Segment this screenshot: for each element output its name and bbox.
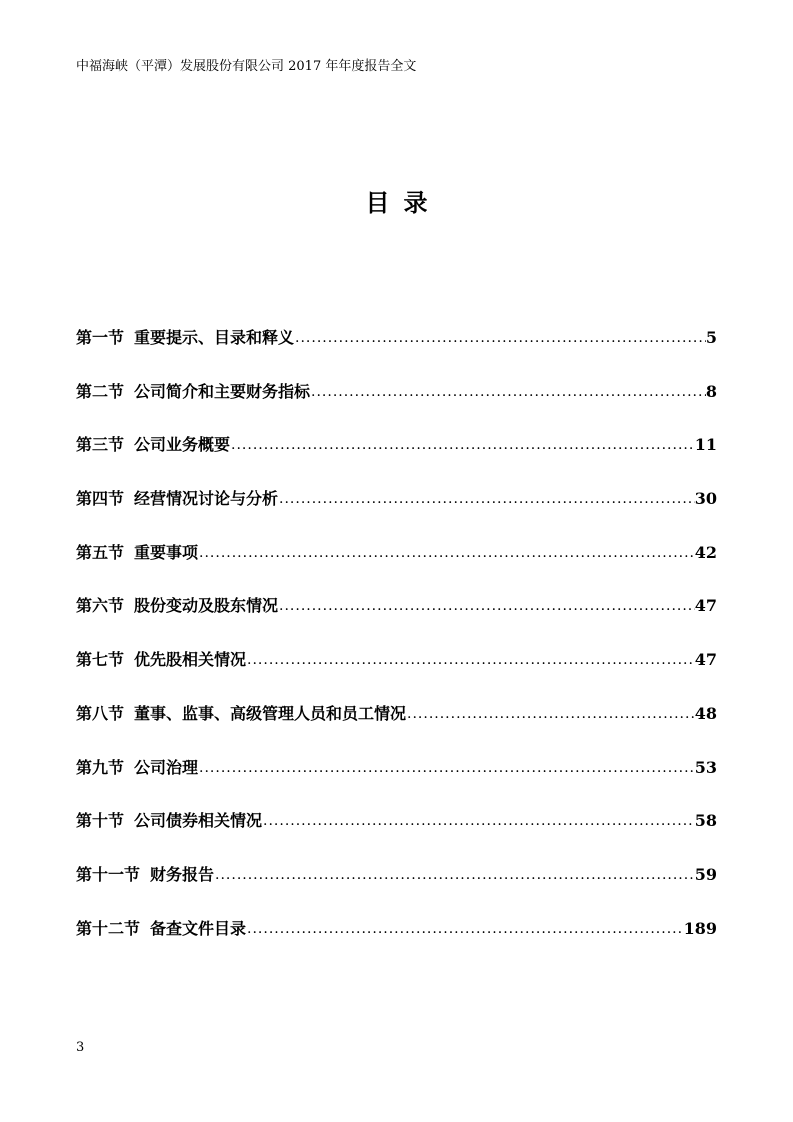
toc-page-number: 53	[694, 757, 717, 777]
toc-section-number: 第八节	[76, 703, 125, 723]
toc-section-title: 财务报告	[150, 864, 215, 884]
toc-dot-leader	[230, 433, 695, 457]
toc-entry[interactable]	[76, 326, 717, 380]
toc-page-number: 47	[694, 650, 717, 670]
toc-page-number: 42	[694, 542, 717, 562]
toc-section-title: 重要事项	[134, 542, 199, 562]
toc-page-number: 58	[694, 811, 717, 831]
running-header: 中福海峡（平潭）发展股份有限公司 2017 年年度报告全文	[76, 59, 417, 74]
toc-section-title: 董事、监事、高级管理人员和员工情况	[134, 703, 407, 723]
toc-dot-leader	[406, 702, 695, 726]
toc-section-title: 优先股相关情况	[134, 650, 247, 670]
toc-entry[interactable]	[76, 380, 717, 434]
toc-entry[interactable]	[76, 541, 717, 595]
toc-page-number: 189	[683, 918, 717, 938]
toc-dot-leader	[246, 917, 684, 941]
toc-section-number: 第七节	[76, 650, 125, 670]
toc-section-title: 经营情况讨论与分析	[134, 489, 279, 509]
toc-section-title: 股份变动及股东情况	[134, 596, 279, 616]
toc-section-title: 备查文件目录	[150, 918, 247, 938]
toc-entry[interactable]	[76, 756, 717, 810]
page-title: 目录	[365, 188, 442, 217]
toc-page-number: 5	[705, 328, 717, 347]
toc-entry[interactable]	[76, 917, 717, 971]
toc-section-title: 公司业务概要	[134, 435, 231, 455]
toc-section-number: 第十二节	[76, 918, 141, 938]
toc-page-number: 59	[694, 864, 717, 884]
toc-section-number: 第四节	[76, 489, 125, 509]
toc-entry[interactable]	[76, 594, 717, 648]
toc-section-number: 第五节	[76, 542, 125, 562]
toc-dot-leader	[246, 648, 695, 672]
toc-dot-leader	[278, 487, 695, 511]
toc-dot-leader	[262, 809, 695, 833]
toc-entry[interactable]	[76, 433, 717, 487]
table-of-contents	[76, 326, 717, 970]
toc-section-title: 公司治理	[134, 757, 199, 777]
toc-section-number: 第三节	[76, 435, 125, 455]
toc-page-number: 30	[694, 489, 717, 509]
toc-page-number: 48	[694, 703, 717, 723]
toc-dot-leader	[198, 756, 695, 780]
toc-entry[interactable]	[76, 487, 717, 541]
toc-section-number: 第十一节	[76, 864, 141, 884]
toc-section-number: 第十节	[76, 811, 125, 831]
toc-dot-leader	[214, 863, 695, 887]
toc-section-number: 第二节	[76, 381, 125, 401]
page-number: 3	[76, 1040, 85, 1055]
toc-page-number: 47	[694, 596, 717, 616]
toc-entry[interactable]	[76, 648, 717, 702]
toc-dot-leader	[278, 594, 695, 618]
toc-section-number: 第六节	[76, 596, 125, 616]
toc-entry[interactable]	[76, 863, 717, 917]
toc-section-number: 第一节	[76, 328, 125, 347]
toc-dot-leader	[294, 326, 706, 350]
toc-entry[interactable]	[76, 809, 717, 863]
toc-section-title: 重要提示、目录和释义	[134, 328, 295, 347]
toc-page-number: 11	[694, 435, 717, 455]
toc-section-number: 第九节	[76, 757, 125, 777]
toc-dot-leader	[198, 541, 695, 565]
toc-entry[interactable]	[76, 702, 717, 756]
toc-section-title: 公司债券相关情况	[134, 811, 263, 831]
toc-dot-leader	[310, 380, 706, 404]
toc-section-title: 公司简介和主要财务指标	[134, 381, 311, 401]
toc-page-number: 8	[705, 381, 717, 401]
